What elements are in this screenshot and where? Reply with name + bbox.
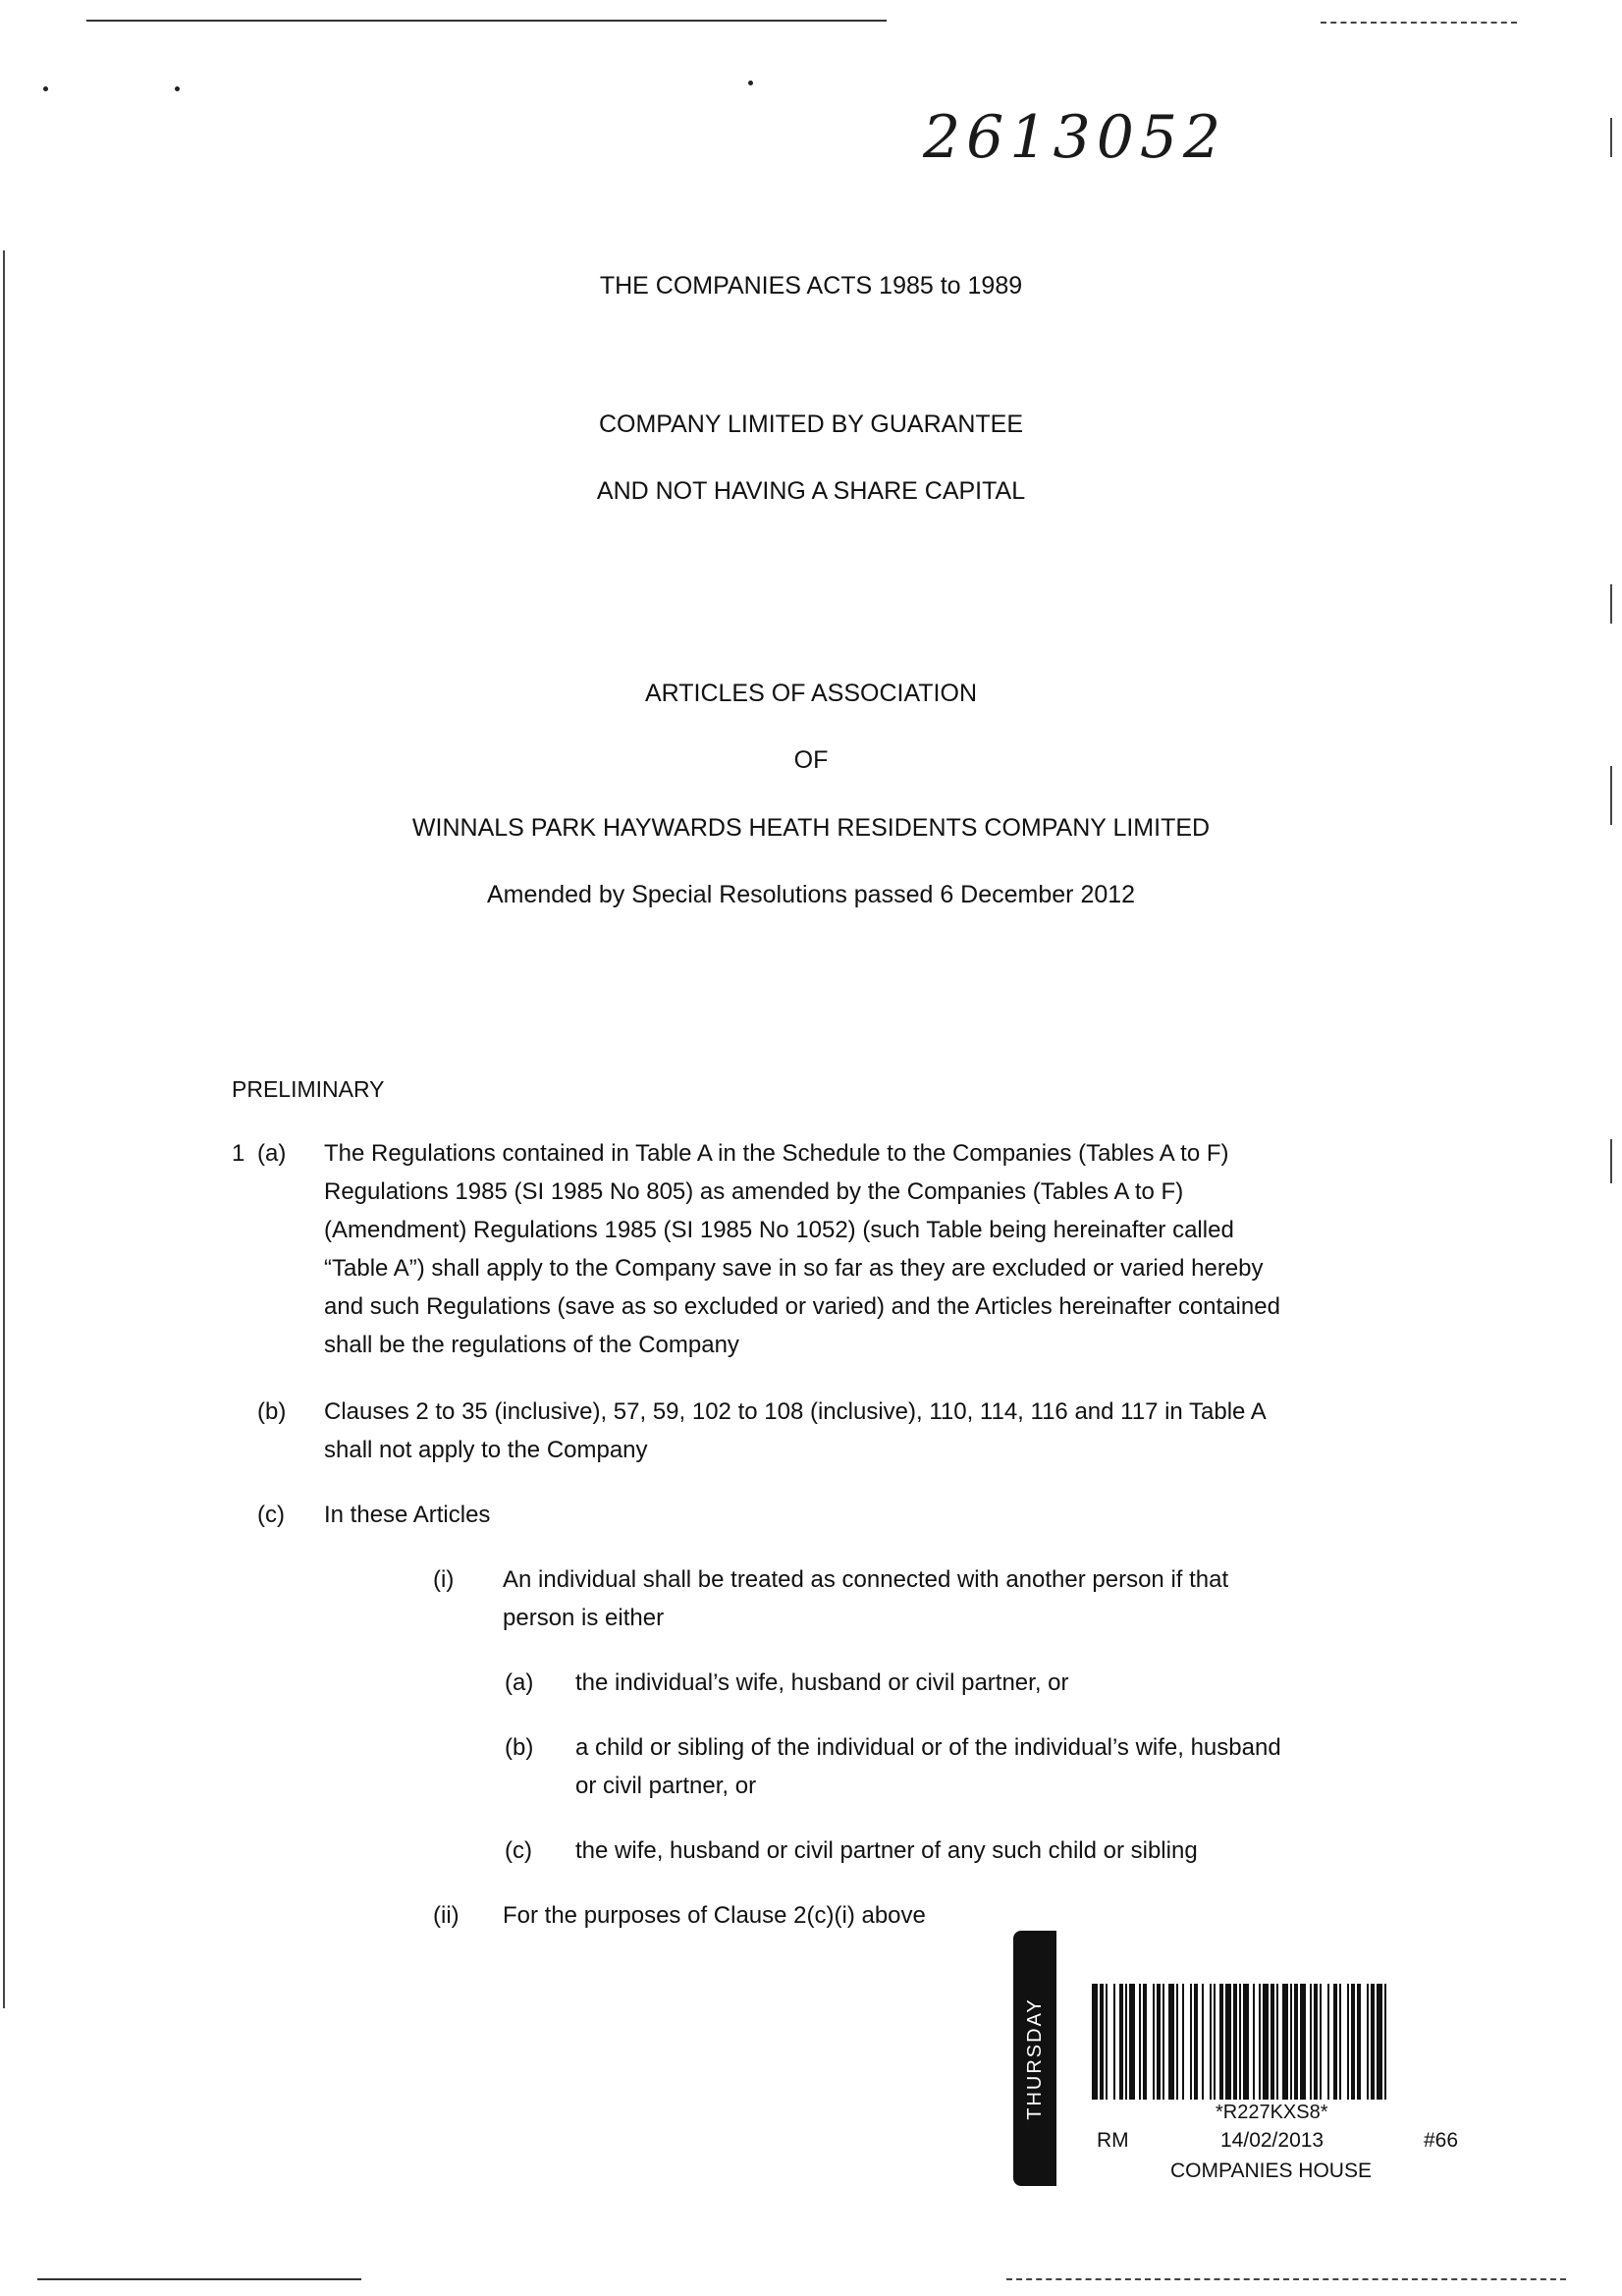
barcode-bar <box>1182 1984 1184 2100</box>
clause-1c-i-a-text: the individual’s wife, husband or civil partner, or <box>575 1669 1069 1696</box>
document-title-of: OF <box>793 746 829 774</box>
clause-1b-text <box>324 1393 1380 1469</box>
barcode-bar <box>1290 1984 1292 2100</box>
clause-1c-i-a-label: (a) <box>505 1669 534 1696</box>
barcode-bar <box>1351 1984 1355 2100</box>
barcode-bar <box>1233 1984 1237 2100</box>
barcode-bar <box>1225 1984 1231 2100</box>
barcode-bar <box>1239 1984 1241 2100</box>
clause-1a-label: (a) <box>257 1140 287 1167</box>
clause-1c-i-c-label: (c) <box>505 1837 532 1864</box>
clause-1b-label: (b) <box>257 1398 287 1425</box>
barcode-bar <box>1282 1984 1288 2100</box>
stamp-date: 14/02/2013 <box>1220 2129 1325 2152</box>
barcode-bar <box>1143 1984 1147 2100</box>
clause-1c-label: (c) <box>257 1502 285 1528</box>
barcode-bar <box>1314 1984 1318 2100</box>
amendment-note: Amended by Special Resolutions passed 6 December 2012 <box>486 881 1136 908</box>
scan-speck <box>43 86 48 91</box>
bottom-rule-right <box>1006 2278 1566 2280</box>
barcode-bar <box>1194 1984 1198 2100</box>
barcode-bar <box>1367 1984 1369 2100</box>
barcode-bar <box>1139 1984 1141 2100</box>
barcode-bar <box>1276 1984 1278 2100</box>
top-rule-left <box>86 20 887 22</box>
barcode-bar <box>1100 1984 1104 2100</box>
barcode-bar <box>1310 1984 1312 2100</box>
barcode-bar <box>1347 1984 1349 2100</box>
barcode-bar <box>1210 1984 1212 2100</box>
barcode-bar <box>1259 1984 1261 2100</box>
barcode-bar <box>1384 1984 1386 2100</box>
text-line: shall not apply to the Company <box>324 1437 648 1463</box>
text-line: and such Regulations (save as so excluded or varied) and the Articles hereinafter contained <box>324 1293 1280 1320</box>
barcode-bar <box>1190 1984 1192 2100</box>
barcode <box>1092 1984 1467 2100</box>
text-line: Clauses 2 to 35 (inclusive), 57, 59, 102 to 108 (inclusive), 110, 114, 116 and 117 in Table A <box>324 1398 1267 1425</box>
text-line: (Amendment) Regulations 1985 (SI 1985 No 1052) (such Table being hereinafter called <box>324 1217 1234 1243</box>
stamp-day-label <box>1013 1931 1056 2186</box>
stamp-day-text: THURSDAY <box>1023 1996 1046 2120</box>
barcode-bar <box>1219 1984 1223 2100</box>
barcode-bar <box>1157 1984 1161 2100</box>
right-edge-mark-2 <box>1610 584 1612 624</box>
barcode-bar <box>1327 1984 1329 2100</box>
clause-1c-i-b-label: (b) <box>505 1734 534 1761</box>
barcode-bar <box>1129 1984 1135 2100</box>
document-title: ARTICLES OF ASSOCIATION <box>644 680 978 707</box>
barcode-bar <box>1153 1984 1155 2100</box>
company-name: WINNALS PARK HAYWARDS HEATH RESIDENTS COMPANY LIMITED <box>411 814 1211 842</box>
barcode-bar <box>1162 1984 1164 2100</box>
right-edge-mark-1 <box>1610 118 1612 157</box>
text-line: The Regulations contained in Table A in the Schedule to the Companies (Tables A to F) <box>324 1140 1229 1167</box>
company-type-line-1: COMPANY LIMITED BY GUARANTEE <box>598 410 1024 438</box>
clause-1c-ii-label: (ii) <box>433 1902 460 1929</box>
barcode-bar <box>1377 1984 1382 2100</box>
barcode-bar <box>1106 1984 1108 2100</box>
text-line: a child or sibling of the individual or of the individual’s wife, husband <box>575 1734 1281 1761</box>
scan-speck <box>175 86 180 91</box>
barcode-bar <box>1125 1984 1127 2100</box>
barcode-bar <box>1294 1984 1298 2100</box>
barcode-bar <box>1176 1984 1178 2100</box>
text-line: “Table A”) shall apply to the Company save in so far as they are excluded or varied hereby <box>324 1255 1264 1282</box>
top-rule-right <box>1321 22 1517 24</box>
clause-1c-i-text <box>503 1560 1367 1637</box>
barcode-bar <box>1300 1984 1306 2100</box>
barcode-bar <box>1333 1984 1337 2100</box>
barcode-bar <box>1263 1984 1269 2100</box>
barcode-bar <box>1320 1984 1322 2100</box>
handwritten-company-number: 2613052 <box>923 103 1227 172</box>
barcode-bar <box>1113 1984 1115 2100</box>
barcode-bar <box>1214 1984 1216 2100</box>
clause-1c-ii-text: For the purposes of Clause 2(c)(i) above <box>503 1902 926 1929</box>
text-line: person is either <box>503 1605 665 1631</box>
clause-number: 1 <box>232 1140 245 1167</box>
text-line: Regulations 1985 (SI 1985 No 805) as amended by the Companies (Tables A to F) <box>324 1178 1184 1205</box>
clause-1c-i-label: (i) <box>433 1566 455 1593</box>
scan-speck <box>748 81 753 85</box>
clause-1a-text <box>324 1134 1380 1364</box>
barcode-bar <box>1357 1984 1361 2100</box>
section-heading: PRELIMINARY <box>232 1076 385 1102</box>
barcode-bar <box>1168 1984 1174 2100</box>
barcode-bar <box>1339 1984 1341 2100</box>
barcode-bar <box>1119 1984 1123 2100</box>
company-type-line-2: AND NOT HAVING A SHARE CAPITAL <box>596 477 1026 505</box>
barcode-bar <box>1092 1984 1098 2100</box>
barcode-bar <box>1371 1984 1375 2100</box>
barcode-bar <box>1253 1984 1255 2100</box>
left-edge-line <box>3 250 5 2008</box>
stamp-number: #66 <box>1424 2129 1459 2152</box>
stamp-initials: RM <box>1097 2129 1129 2152</box>
barcode-bar <box>1271 1984 1274 2100</box>
stamp-barcode-code: *R227KXS8* <box>1216 2102 1328 2123</box>
text-line: shall be the regulations of the Company <box>324 1332 739 1358</box>
stamp-office: COMPANIES HOUSE <box>1170 2159 1372 2182</box>
clause-1c-text: In these Articles <box>324 1502 491 1528</box>
barcode-bar <box>1202 1984 1204 2100</box>
clause-1c-i-b-text <box>575 1728 1380 1805</box>
bottom-rule-left <box>37 2278 361 2280</box>
text-line: An individual shall be treated as connected with another person if that <box>503 1566 1229 1593</box>
clause-1c-i-c-text: the wife, husband or civil partner of any such child or sibling <box>575 1837 1198 1864</box>
acts-title: THE COMPANIES ACTS 1985 to 1989 <box>599 272 1023 300</box>
text-line: or civil partner, or <box>575 1773 757 1799</box>
barcode-bar <box>1243 1984 1249 2100</box>
right-edge-mark-4 <box>1610 1139 1612 1183</box>
